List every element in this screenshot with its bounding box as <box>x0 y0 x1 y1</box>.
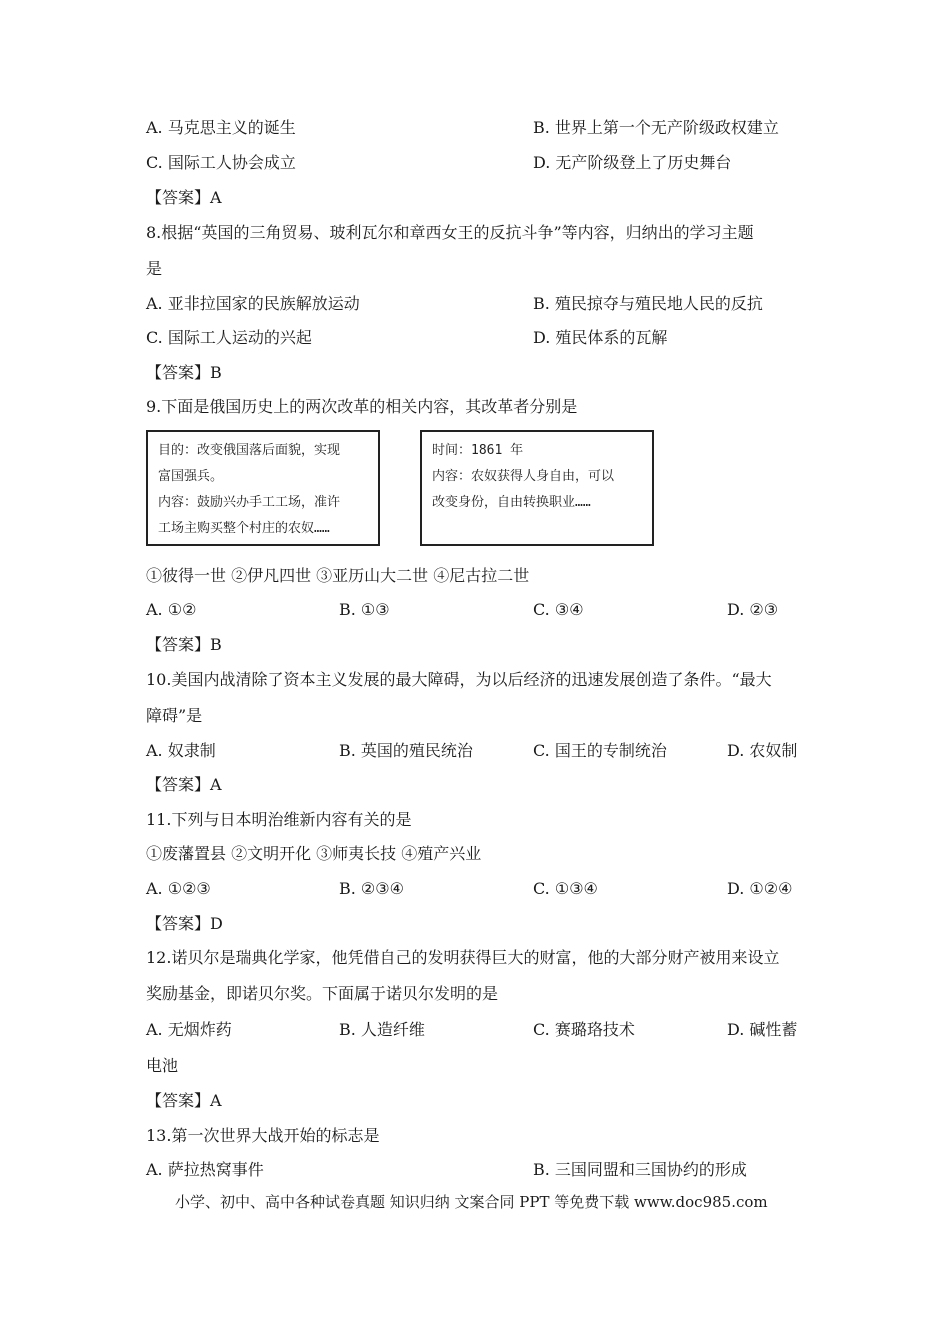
q9-box1-line: 工场主购买整个村庄的农奴…… <box>158 521 330 536</box>
q8-stem-line2: 是 <box>146 259 163 278</box>
q12-option-a: A. 无烟炸药 <box>146 1020 232 1039</box>
q12-option-b: B. 人造纤维 <box>339 1020 425 1039</box>
q9-reform-box-1 <box>146 430 380 546</box>
q9-box1-line: 目的：改变俄国落后面貌，实现 <box>158 443 341 458</box>
q12-option-c: C. 赛璐珞技术 <box>533 1020 635 1039</box>
q9-answer: 【答案】B <box>146 635 222 654</box>
q10-answer: 【答案】A <box>146 775 222 794</box>
q7-option-c: C. 国际工人协会成立 <box>146 153 296 172</box>
q13-stem: 13.第一次世界大战开始的标志是 <box>146 1126 380 1145</box>
q9-option-c: C. ③④ <box>533 600 584 619</box>
q9-reform-box-2 <box>420 430 654 546</box>
q11-stem: 11.下列与日本明治维新内容有关的是 <box>146 810 412 829</box>
q11-option-d: D. ①②④ <box>727 879 793 898</box>
q13-option-a: A. 萨拉热窝事件 <box>146 1160 264 1179</box>
q10-option-d: D. 农奴制 <box>727 741 798 760</box>
q13-option-b: B. 三国同盟和三国协约的形成 <box>533 1160 747 1179</box>
q10-stem-line1: 10.美国内战清除了资本主义发展的最大障碍，为以后经济的迅速发展创造了条件。“最大 <box>146 670 772 689</box>
q12-stem-line1: 12.诺贝尔是瑞典化学家，他凭借自己的发明获得巨大的财富，他的大部分财产被用来设立 <box>146 948 780 967</box>
q9-box2-line: 内容：农奴获得人身自由，可以 <box>432 469 615 484</box>
q8-option-c: C. 国际工人运动的兴起 <box>146 328 312 347</box>
q10-option-b: B. 英国的殖民统治 <box>339 741 473 760</box>
q12-option-d: D. 碱性蓄 <box>727 1020 798 1039</box>
q9-option-d: D. ②③ <box>727 600 779 619</box>
q9-box1-line: 富国强兵。 <box>158 469 224 484</box>
q8-option-d: D. 殖民体系的瓦解 <box>533 328 668 347</box>
q7-option-b: B. 世界上第一个无产阶级政权建立 <box>533 118 779 137</box>
q9-choices: ①彼得一世 ②伊凡四世 ③亚历山大二世 ④尼古拉二世 <box>146 566 530 585</box>
q7-answer: 【答案】A <box>146 188 222 207</box>
q8-option-b: B. 殖民掠夺与殖民地人民的反抗 <box>533 294 763 313</box>
q11-option-c: C. ①③④ <box>533 879 598 898</box>
q11-option-b: B. ②③④ <box>339 879 404 898</box>
q12-stem-line2: 奖励基金，即诺贝尔奖。下面属于诺贝尔发明的是 <box>146 984 499 1003</box>
q9-box2-line: 时间：1861 年 <box>432 443 524 458</box>
q9-option-b: B. ①③ <box>339 600 390 619</box>
page-footer: 小学、初中、高中各种试卷真题 知识归纳 文案合同 PPT 等免费下载 www.doc985.com <box>175 1193 768 1211</box>
q8-option-a: A. 亚非拉国家的民族解放运动 <box>146 294 360 313</box>
q9-option-a: A. ①② <box>146 600 197 619</box>
q12-answer: 【答案】A <box>146 1091 222 1110</box>
q7-option-a: A. 马克思主义的诞生 <box>146 118 296 137</box>
q12-option-d-continued: 电池 <box>146 1056 179 1075</box>
q9-box1-line: 内容：鼓励兴办手工工场，准许 <box>158 495 341 510</box>
q11-option-a: A. ①②③ <box>146 879 211 898</box>
q10-stem-line2: 障碍”是 <box>146 706 203 725</box>
q11-choices: ①废藩置县 ②文明开化 ③师夷长技 ④殖产兴业 <box>146 844 482 863</box>
q8-stem-line1: 8.根据“英国的三角贸易、玻利瓦尔和章西女王的反抗斗争”等内容，归纳出的学习主题 <box>146 223 754 242</box>
q7-option-d: D. 无产阶级登上了历史舞台 <box>533 153 732 172</box>
q9-box2-line: 改变身份，自由转换职业…… <box>432 495 591 510</box>
q8-answer: 【答案】B <box>146 363 222 382</box>
q11-answer: 【答案】D <box>146 914 223 933</box>
q10-option-c: C. 国王的专制统治 <box>533 741 667 760</box>
q9-stem: 9.下面是俄国历史上的两次改革的相关内容，其改革者分别是 <box>146 397 578 416</box>
q10-option-a: A. 奴隶制 <box>146 741 216 760</box>
